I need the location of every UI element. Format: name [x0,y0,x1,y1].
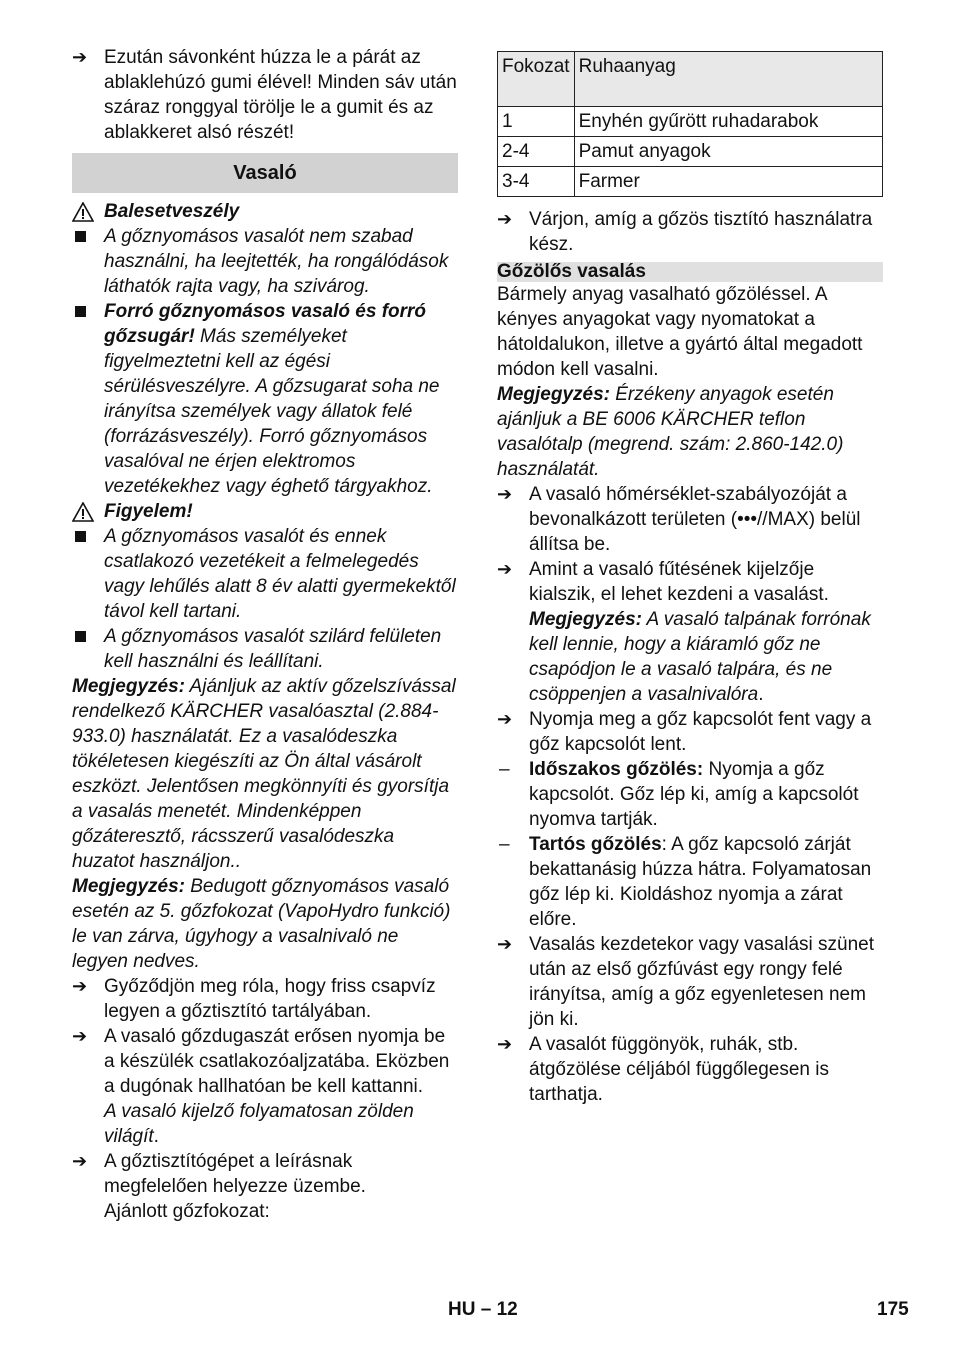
caution-item: A gőznyomásos vasalót és ennek csatlakozó vezetékeit a felmelegedés vagy lehűlés alatt 8 év alatti gyermekektől távol kell tartani. [72,524,458,624]
step: ➔ A gőztisztítógépet a leírásnak megfelelően helyezze üzembe. Ajánlott gőzfokozat: [72,1151,366,1222]
paragraph: Bármely anyag vasalható gőzöléssel. A kényes anyagokat vagy nyomatokat a hátoldalukon, illetve a gyártó által megadott módon kell vasalni. [497,284,863,380]
subsection-title: Gőzölős vasalás [497,262,883,282]
step: ➔ A vasaló gőzdugaszát erősen nyomja be a készülék csatlakozóaljzatába. Eközben a dugónak hallhatóan be kell kattanni. A vasaló kijelző folyamatosan zölden világít. [72,1026,450,1147]
danger-item: A gőznyomásos vasalót nem szabad használni, ha leejtették, ha rongálódások láthatók rajta vagy, ha szivárog. [72,224,458,299]
arrow-icon: ➔ [497,484,513,504]
note-paragraph: Megjegyzés: Bedugott gőznyomásos vasaló esetén az 5. gőzfokozat (VapoHydro funkció) le van zárva, úgyhogy a vasalnivaló ne legyen nedves. [72,876,451,972]
arrow-icon: ➔ [497,1034,513,1054]
step: ➔ Nyomja meg a gőz kapcsolót fent vagy a gőz kapcsolót lent. [497,709,872,755]
arrow-icon: ➔ [72,1151,88,1171]
right-column [497,51,883,1107]
step: ➔ Győződjön meg róla, hogy friss csapvíz legyen a gőztisztító tartályában. [72,976,436,1022]
step: ➔ Vasalás kezdetekor vagy vasalási szünet után az első gőzfúvást egy rongy felé irányítsa, amíg a gőz egyenletesen nem jön ki. [497,934,874,1030]
table-row: 1 Enyhén gyűrött ruhadarabok [498,107,883,137]
table-header: Ruhaanyag [574,52,882,107]
dash-item: – Tartós gőzölés: A gőz kapcsoló zárját bekattanásig húzza hátra. Folyamatosan gőz lép ki. Kioldáshoz nyomja a zárat előre. [499,834,872,930]
bullet-icon [75,306,86,317]
step: ➔ Várjon, amíg a gőzös tisztító használatra kész. [497,209,873,255]
table-row: 2-4 Pamut anyagok [498,137,883,167]
warning-triangle-icon [72,202,94,222]
arrow-icon: ➔ [72,976,88,996]
step: ➔ A vasalót függönyök, ruhák, stb. átgőzölése céljából függőlegesen is tarthatja. [497,1034,829,1105]
dash-item: – Időszakos gőzölés: Nyomja a gőz kapcsolót. Gőz lép ki, amíg a kapcsolót nyomva tartják. [499,759,859,830]
page-number: 175 [877,1299,909,1320]
arrow-icon: ➔ [72,47,88,67]
arrow-icon: ➔ [497,209,513,229]
arrow-icon: ➔ [72,1026,88,1046]
left-column [72,45,458,1224]
bullet-icon [75,231,86,242]
footer-section: HU – 12 [448,1299,518,1320]
bullet-icon [75,631,86,642]
danger-item-hot: Forró gőznyomásos vasaló és forró gőzsugár! Más személyeket figyelmeztetni kell az égési sérülésveszélyre. A gőzsugarat soha ne irányítsa személyek vagy állatok felé (forrázásveszély). Forró gőznyomásos vasalóval ne érjen elektromos vezetékekhez vagy éghető tárgyakhoz. [72,299,458,499]
note-paragraph: Megjegyzés: Ajánljuk az aktív gőzelszívással rendelkező KÄRCHER vasalóasztal (2.884-933.0) használatát. Ez a vasalódeszka tökéletesen kiegészíti az Ön által vásárolt eszközt. Jelentősen megkönnyíti és gyorsítja a vasalás menetét. Mindenképpen gőzáteresztő, rácsszerű vasalódeszka huzatot használjon.. [72,676,456,872]
danger-heading: Balesetveszély [72,199,458,224]
note-paragraph: Megjegyzés: Érzékeny anyagok esetén ajánljuk a BE 6006 KÄRCHER teflon vasalótalp (megrend. szám: 2.860-142.0) használatát. [497,384,844,480]
dash-icon: – [499,834,510,855]
caution-item: A gőznyomásos vasalót szilárd felületen kell használni és leállítani. [72,624,458,674]
warning-triangle-icon [72,502,94,522]
table-header-row [498,52,883,107]
step: ➔ A vasaló hőmérséklet-szabályozóját a bevonalkázott területen (•••//MAX) belül állítsa be. [497,484,861,555]
dash-icon: – [499,759,510,780]
arrow-icon: ➔ [497,559,513,579]
arrow-icon: ➔ [497,934,513,954]
intro-step: ➔ Ezután sávonként húzza le a párát az ablaklehúzó gumi élével! Minden sáv után száraz ronggyal törölje le a gumit és az ablakkeret alsó részét! [72,47,457,143]
table-header: Fokozat [498,52,575,107]
bullet-icon [75,531,86,542]
caution-heading: Figyelem! [72,499,458,524]
arrow-icon: ➔ [497,709,513,729]
steam-level-table [497,51,883,197]
section-title: Vasaló [72,153,458,193]
step: ➔ Amint a vasaló fűtésének kijelzője kialszik, el lehet kezdeni a vasalást. Megjegyzés: A vasaló talpának forrónak kell lennie, hogy a kiáramló gőz ne csapódjon le a vasaló talpára, és ne csöppenjen a vasalnivalóra. [497,559,871,705]
table-row: 3-4 Farmer [498,167,883,197]
